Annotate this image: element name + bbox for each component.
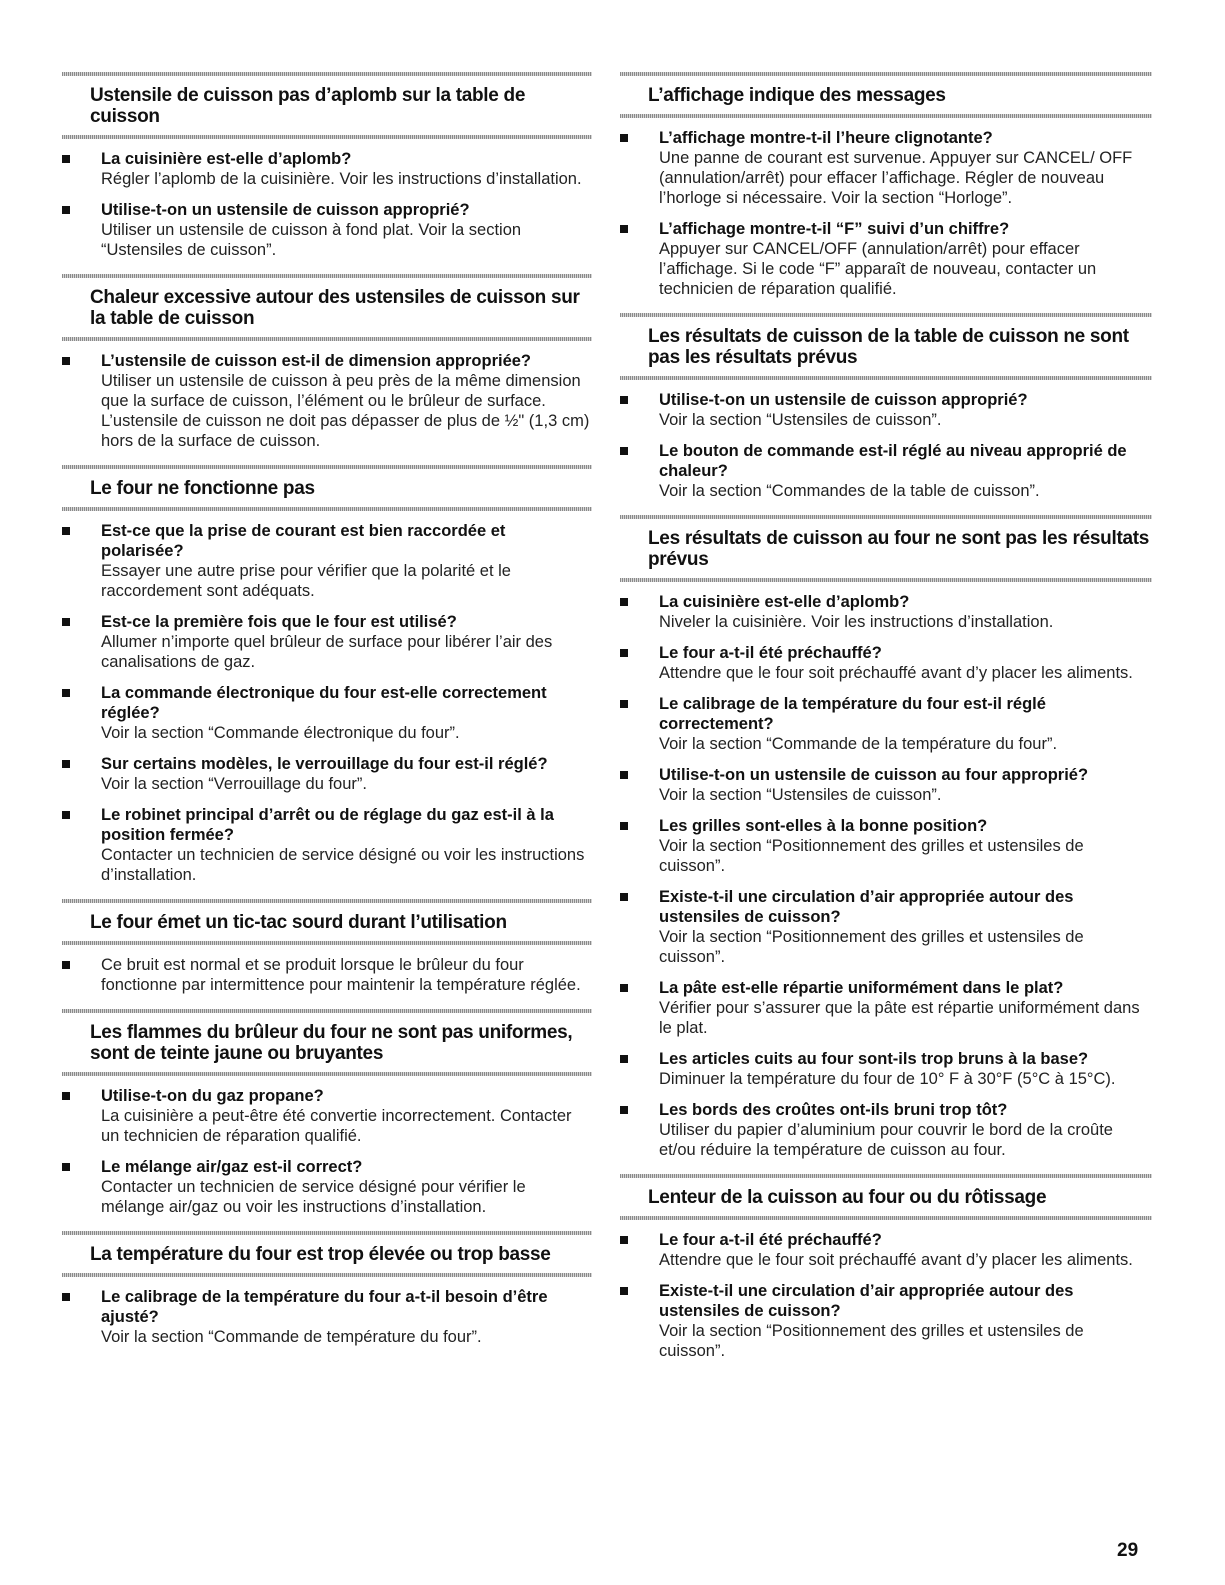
question-text: Utilise-t-on un ustensile de cuisson approprié? — [101, 201, 470, 219]
square-bullet-icon — [620, 822, 628, 830]
question-text: La pâte est-elle répartie uniformément dans le plat? — [659, 979, 1064, 997]
list-item — [62, 200, 592, 260]
question-text: L’affichage montre-t-il l’heure clignotante? — [659, 129, 993, 147]
troubleshooting-section — [620, 72, 1152, 299]
question-text: Existe-t-il une circulation d’air appropriée autour des ustensiles de cuisson? — [659, 1282, 1074, 1320]
square-bullet-icon — [62, 206, 70, 214]
troubleshooting-section — [62, 1231, 592, 1347]
list-item — [62, 754, 592, 794]
troubleshooting-section — [620, 1174, 1152, 1361]
section-title: Lenteur de la cuisson au four ou du rôtissage — [648, 1187, 1047, 1208]
answer-text: Utiliser un ustensile de cuisson à peu près de la même dimension que la surface de cuisson, l’élément ou le brûleur de surface. L’ustensile de cuisson ne doit pas dépasser de plus de ½" (1,3 cm) hors de la surface de cuisson. — [101, 372, 590, 450]
question-text: Existe-t-il une circulation d’air appropriée autour des ustensiles de cuisson? — [659, 888, 1074, 926]
troubleshooting-section — [62, 274, 592, 451]
question-text: L’ustensile de cuisson est-il de dimension appropriée? — [101, 352, 532, 370]
question-text: Le calibrage de la température du four a-t-il besoin d’être ajusté? — [101, 1288, 548, 1326]
section-title: Les résultats de cuisson au four ne sont pas les résultats prévus — [648, 528, 1150, 570]
square-bullet-icon — [62, 689, 70, 697]
square-bullet-icon — [620, 598, 628, 606]
section-title: L’affichage indique des messages — [648, 85, 946, 106]
square-bullet-icon — [620, 771, 628, 779]
answer-text: Voir la section “Commande de température du four”. — [101, 1328, 482, 1346]
question-text: Le robinet principal d’arrêt ou de réglage du gaz est-il à la position fermée? — [101, 806, 554, 844]
square-bullet-icon — [620, 225, 628, 233]
answer-text: Voir la section “Commande électronique du four”. — [101, 724, 460, 742]
list-item — [620, 1049, 1152, 1089]
troubleshooting-section — [620, 313, 1152, 501]
question-text: Le four a-t-il été préchauffé? — [659, 1231, 882, 1249]
square-bullet-icon — [620, 984, 628, 992]
left-column — [62, 72, 592, 1361]
list-item — [620, 441, 1152, 501]
list-item — [620, 219, 1152, 299]
section-header — [62, 274, 592, 341]
section-header — [62, 465, 592, 511]
question-text: Est-ce que la prise de courant est bien raccordée et polarisée? — [101, 522, 506, 560]
answer-text: Voir la section “Commandes de la table de cuisson”. — [659, 482, 1040, 500]
question-text: Utilise-t-on un ustensile de cuisson approprié? — [659, 391, 1028, 409]
answer-text: Appuyer sur CANCEL/OFF (annulation/arrêt) pour effacer l’affichage. Si le code “F” apparaît de nouveau, contacter un technicien de réparation qualifié. — [659, 240, 1097, 298]
answer-text: Diminuer la température du four de 10° F à 30°F (5°C à 15°C). — [659, 1070, 1116, 1088]
answer-text: Voir la section “Ustensiles de cuisson”. — [659, 411, 942, 429]
square-bullet-icon — [62, 1163, 70, 1171]
section-header — [62, 1009, 592, 1076]
answer-text: Vérifier pour s’assurer que la pâte est répartie uniformément dans le plat. — [659, 999, 1140, 1037]
section-header — [620, 313, 1152, 380]
answer-text: Allumer n’importe quel brûleur de surface pour libérer l’air des canalisations de gaz. — [101, 633, 553, 671]
question-list — [620, 592, 1152, 1160]
answer-text: Essayer une autre prise pour vérifier que la polarité et le raccordement sont adéquats. — [101, 562, 511, 600]
square-bullet-icon — [62, 527, 70, 535]
section-title: Chaleur excessive autour des ustensiles de cuisson sur la table de cuisson — [90, 287, 580, 329]
list-item — [62, 612, 592, 672]
answer-text: Régler l’aplomb de la cuisinière. Voir les instructions d’installation. — [101, 170, 582, 188]
page-number: 29 — [1117, 1540, 1139, 1561]
list-item — [62, 1287, 592, 1347]
question-text: Sur certains modèles, le verrouillage du four est-il réglé? — [101, 755, 548, 773]
square-bullet-icon — [620, 1287, 628, 1295]
troubleshooting-section — [62, 1009, 592, 1217]
question-list — [62, 149, 592, 260]
answer-text: Voir la section “Verrouillage du four”. — [101, 775, 367, 793]
question-list — [62, 955, 592, 995]
list-item — [620, 390, 1152, 430]
question-list — [62, 351, 592, 451]
list-item — [620, 1281, 1152, 1361]
answer-text: Attendre que le four soit préchauffé avant d’y placer les aliments. — [659, 1251, 1133, 1269]
square-bullet-icon — [620, 396, 628, 404]
square-bullet-icon — [62, 1293, 70, 1301]
list-item — [620, 643, 1152, 683]
question-text: Utilise-t-on un ustensile de cuisson au four approprié? — [659, 766, 1089, 784]
section-title: Ustensile de cuisson pas d’aplomb sur la table de cuisson — [90, 85, 526, 127]
square-bullet-icon — [620, 1236, 628, 1244]
list-item — [62, 805, 592, 885]
question-text: Les bords des croûtes ont-ils bruni trop tôt? — [659, 1101, 1008, 1119]
answer-text: Voir la section “Positionnement des grilles et ustensiles de cuisson”. — [659, 928, 1084, 966]
section-header — [620, 1174, 1152, 1220]
section-header — [620, 72, 1152, 118]
question-text: L’affichage montre-t-il “F” suivi d’un chiffre? — [659, 220, 1010, 238]
square-bullet-icon — [620, 447, 628, 455]
list-item — [620, 694, 1152, 754]
section-title: Le four ne fonctionne pas — [90, 478, 315, 499]
section-header — [62, 72, 592, 139]
question-text: La cuisinière est-elle d’aplomb? — [101, 150, 352, 168]
question-list — [62, 521, 592, 885]
troubleshooting-section — [62, 899, 592, 995]
answer-text: Utiliser du papier d’aluminium pour couvrir le bord de la croûte et/ou réduire la température de cuisson au four. — [659, 1121, 1113, 1159]
list-item — [62, 955, 592, 995]
question-text: Le mélange air/gaz est-il correct? — [101, 1158, 363, 1176]
list-item — [620, 1100, 1152, 1160]
answer-text: Voir la section “Positionnement des grilles et ustensiles de cuisson”. — [659, 837, 1084, 875]
answer-text: Voir la section “Positionnement des grilles et ustensiles de cuisson”. — [659, 1322, 1084, 1360]
square-bullet-icon — [62, 357, 70, 365]
section-title: La température du four est trop élevée ou trop basse — [90, 1244, 551, 1265]
list-item — [62, 521, 592, 601]
question-text: Le calibrage de la température du four est-il réglé correctement? — [659, 695, 1046, 733]
square-bullet-icon — [62, 1092, 70, 1100]
answer-text: La cuisinière a peut-être été convertie incorrectement. Contacter un technicien de réparation qualifié. — [101, 1107, 572, 1145]
question-text: Les articles cuits au four sont-ils trop bruns à la base? — [659, 1050, 1089, 1068]
list-item — [62, 1157, 592, 1217]
list-item — [620, 128, 1152, 208]
list-item — [620, 765, 1152, 805]
list-item — [62, 1086, 592, 1146]
square-bullet-icon — [62, 760, 70, 768]
square-bullet-icon — [620, 1055, 628, 1063]
list-item — [62, 683, 592, 743]
answer-text: Voir la section “Ustensiles de cuisson”. — [659, 786, 942, 804]
section-header — [62, 899, 592, 945]
section-header — [62, 1231, 592, 1277]
question-text: Utilise-t-on du gaz propane? — [101, 1087, 324, 1105]
answer-text: Contacter un technicien de service désigné pour vérifier le mélange air/gaz ou voir les instructions d’installation. — [101, 1178, 526, 1216]
section-title: Les flammes du brûleur du four ne sont pas uniformes, sont de teinte jaune ou bruyantes — [90, 1022, 573, 1064]
square-bullet-icon — [62, 155, 70, 163]
question-text: Le bouton de commande est-il réglé au niveau approprié de chaleur? — [659, 442, 1127, 480]
question-text: La commande électronique du four est-elle correctement réglée? — [101, 684, 547, 722]
section-header — [620, 515, 1152, 582]
question-text: Le four a-t-il été préchauffé? — [659, 644, 882, 662]
answer-text: Attendre que le four soit préchauffé avant d’y placer les aliments. — [659, 664, 1133, 682]
square-bullet-icon — [620, 1106, 628, 1114]
square-bullet-icon — [62, 618, 70, 626]
answer-text: Utiliser un ustensile de cuisson à fond plat. Voir la section “Ustensiles de cuisson”. — [101, 221, 522, 259]
square-bullet-icon — [620, 700, 628, 708]
list-item — [620, 592, 1152, 632]
section-title: Les résultats de cuisson de la table de cuisson ne sont pas les résultats prévus — [648, 326, 1129, 368]
question-text: Les grilles sont-elles à la bonne position? — [659, 817, 988, 835]
troubleshooting-section — [62, 72, 592, 260]
answer-text: Niveler la cuisinière. Voir les instructions d’installation. — [659, 613, 1054, 631]
square-bullet-icon — [62, 811, 70, 819]
section-title: Le four émet un tic-tac sourd durant l’utilisation — [90, 912, 507, 933]
list-item — [62, 149, 592, 189]
square-bullet-icon — [620, 649, 628, 657]
square-bullet-icon — [620, 134, 628, 142]
answer-text: Contacter un technicien de service désigné ou voir les instructions d’installation. — [101, 846, 585, 884]
question-list — [62, 1287, 592, 1347]
troubleshooting-section — [62, 465, 592, 885]
right-column — [620, 72, 1152, 1375]
list-item — [620, 887, 1152, 967]
answer-text: Ce bruit est normal et se produit lorsque le brûleur du four fonctionne par intermittence pour maintenir la température réglée. — [101, 956, 581, 994]
square-bullet-icon — [62, 961, 70, 969]
question-list — [62, 1086, 592, 1217]
list-item — [620, 816, 1152, 876]
answer-text: Une panne de courant est survenue. Appuyer sur CANCEL/ OFF (annulation/arrêt) pour effacer l’affichage. Régler de nouveau l’horloge si nécessaire. Voir la section “Horloge”. — [659, 149, 1133, 207]
answer-text: Voir la section “Commande de la température du four”. — [659, 735, 1058, 753]
question-list — [620, 390, 1152, 501]
question-text: La cuisinière est-elle d’aplomb? — [659, 593, 910, 611]
question-text: Est-ce la première fois que le four est utilisé? — [101, 613, 457, 631]
troubleshooting-section — [620, 515, 1152, 1160]
list-item — [620, 978, 1152, 1038]
square-bullet-icon — [620, 893, 628, 901]
list-item — [62, 351, 592, 451]
question-list — [620, 128, 1152, 299]
list-item — [620, 1230, 1152, 1270]
question-list — [620, 1230, 1152, 1361]
